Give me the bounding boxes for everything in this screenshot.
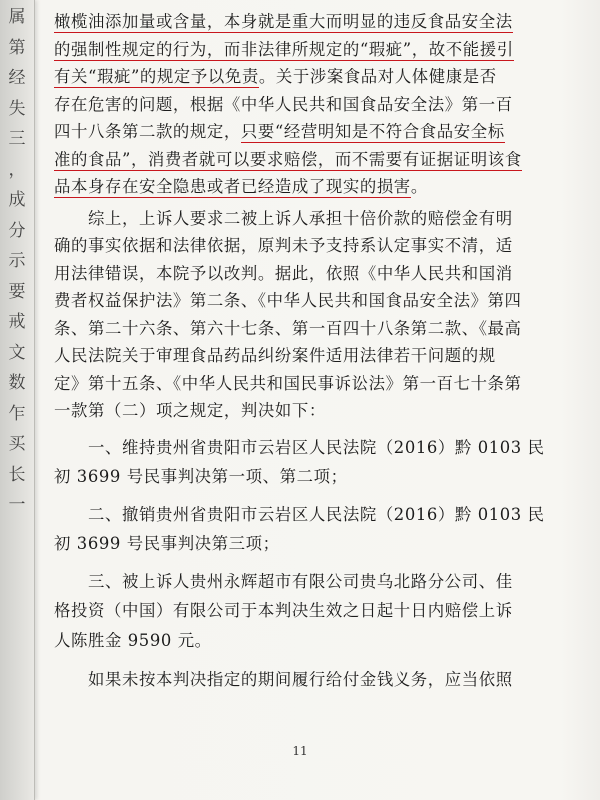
adjacent-page-chars	[4, 2, 30, 551]
text-line: 用法律错误，本院予以改判。据此，依照《中华人民共和国消	[54, 263, 513, 283]
judgment-items	[54, 433, 564, 656]
underlined-text: 有关“瑕疵”的规定予以免责	[54, 67, 259, 86]
conclusion-paragraph	[54, 205, 564, 425]
margin-char: 成	[8, 190, 26, 210]
margin-char: 数	[8, 373, 26, 393]
margin-char: 三	[8, 129, 26, 149]
text-line: 一、维持贵州省贵阳市云岩区人民法院（2016）黔 0103 民	[54, 437, 545, 457]
margin-char: 要	[8, 281, 26, 302]
margin-char: 文	[8, 342, 26, 363]
document-body	[54, 8, 564, 695]
margin-char: 经	[8, 68, 26, 88]
text-line	[54, 63, 564, 91]
text-line: 定》第十五条、《中华人民共和国民事诉讼法》第一百七十条第	[54, 373, 522, 393]
margin-char: 第	[8, 37, 26, 58]
underlined-text: 的强制性规定的行为，而非法律所规定的“瑕疵”，故不能援引	[54, 39, 514, 59]
text-line	[54, 8, 564, 36]
margin-char: 分	[8, 220, 26, 241]
text-line: 确的事实依据和法律依据，原判未予支持系认定事实不清，适	[54, 236, 513, 255]
margin-char: 买	[8, 434, 26, 454]
underlined-text: 只要“经营明知是不符合食品安全标	[240, 122, 505, 141]
margin-char: 失	[8, 98, 26, 119]
text-line	[54, 91, 564, 119]
margin-char: ，	[8, 159, 26, 180]
margin-char: 戒	[8, 312, 26, 332]
text-segment: 。关于涉案食品对人体健康是否	[258, 67, 497, 86]
text-line	[54, 118, 564, 146]
text-line: 条、第二十六条、第六十七条、第一百四十八条第二款、《最高	[54, 318, 522, 338]
page-number: 11	[292, 744, 308, 758]
text-segment: 存在危害的问题，根据《中华人民共和国食品安全法》第一百	[54, 94, 513, 114]
text-line: 二、撤销贵州省贵阳市云岩区人民法院（2016）黔 0103 民	[54, 504, 545, 524]
text-segment: 四十八条第二款的规定，	[54, 122, 241, 141]
reasoning-paragraph	[54, 8, 564, 201]
closing-line: 如果未按本判决指定的期间履行给付金钱义务，应当依照	[54, 670, 513, 689]
underlined-text: 品本身存在安全隐患或者已经造成了现实的损害	[54, 177, 411, 196]
margin-char: 一	[8, 495, 26, 515]
underlined-text: 准的食品”，消费者就可以要求赔偿，而不需要有证据证明该食	[54, 149, 522, 169]
margin-char: 长	[8, 464, 26, 485]
text-line: 人民法院关于审理食品药品纠纷案件适用法律若干问题的规	[54, 346, 496, 365]
judgment-item	[54, 500, 564, 559]
text-line: 一款第（二）项之规定，判决如下：	[54, 401, 326, 420]
text-line: 初 3699 号民事判决第三项；	[54, 534, 280, 553]
text-line: 费者权益保护法》第二条、《中华人民共和国食品安全法》第四	[54, 291, 522, 310]
text-line: 格投资（中国）有限公司于本判决生效之日起十日内赔偿上诉	[54, 601, 513, 620]
text-line	[54, 173, 564, 201]
adjacent-page-margin	[0, 0, 35, 800]
margin-char: 乍	[8, 403, 26, 424]
text-line: 人陈胜金 9590 元。	[54, 630, 212, 650]
text-line: 综上，上诉人要求二被上诉人承担十倍价款的赔偿金有明	[54, 208, 513, 228]
margin-char: 属	[8, 7, 26, 27]
text-segment: 。	[410, 177, 428, 196]
judgment-item	[54, 433, 564, 492]
text-line: 初 3699 号民事判决第一项、第二项；	[54, 467, 348, 486]
text-line: 三、被上诉人贵州永辉超市有限公司贵乌北路分公司、佳	[54, 571, 513, 591]
underlined-text: 橄榄油添加量或含量，本身就是重大而明显的违反食品安全法	[54, 12, 513, 31]
text-line	[54, 146, 564, 174]
text-line	[54, 36, 564, 64]
margin-char: 示	[8, 251, 26, 271]
judgment-item	[54, 567, 564, 656]
